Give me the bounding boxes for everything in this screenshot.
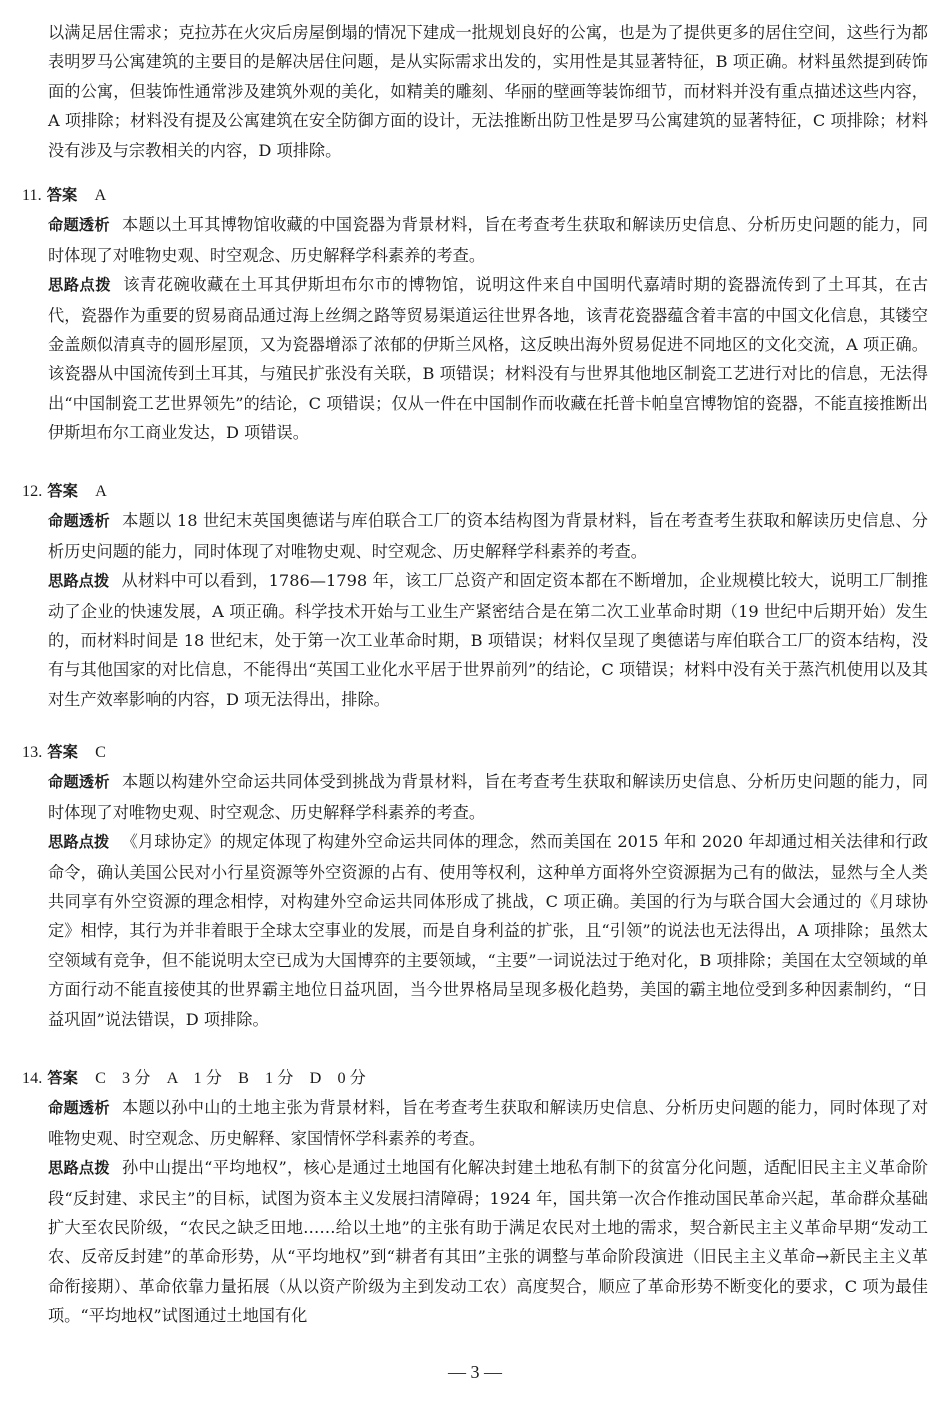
answer-label: 答案 xyxy=(47,743,78,761)
continuation-block xyxy=(22,18,928,165)
question-11 xyxy=(22,180,928,448)
intent-label: 命题透析 xyxy=(48,216,110,235)
analysis-text: 该青花碗收藏在土耳其伊斯坦布尔市的博物馆，说明这件来自中国明代嘉靖时期的瓷器流传到了土耳其，在古代，瓷器作为重要的贸易商品通过海上丝绸之路等贸易渠道运往世界各地，该青花瓷器蕴含着丰富的中国文化信息，其镂空金盖颇似清真寺的圆形屋顶，又为瓷器增添了浓郁的伊斯兰风格，这反映出海外贸易促进不同地区的文化交流，A 项正确。该瓷器从中国流传到土耳其，与殖民扩张没有关联，B 项错误；材料没有与世界其他地区制瓷工艺进行对比的信息，无法得出“中国制瓷工艺世界领先”的结论，C 项错误；仅从一件在中国制作而收藏在托普卡帕皇宫博物馆的瓷器，不能直接推断出伊斯坦布尔工商业发达，D 项错误。 xyxy=(48,275,929,443)
analysis-paragraph xyxy=(22,270,928,447)
intent-text: 本题以 18 世纪末英国奥德诺与库伯联合工厂的资本结构图为背景材料，旨在考查考生获取和解读历史信息、分析历史问题的能力，同时体现了对唯物史观、时空观念、历史解释学科素养的考查。 xyxy=(48,511,928,561)
intent-paragraph xyxy=(22,1093,928,1153)
answer-line xyxy=(22,180,928,210)
answer-label: 答案 xyxy=(47,1069,78,1087)
question-number: 12. xyxy=(22,482,43,500)
analysis-text: 孙中山提出“平均地权”，核心是通过土地国有化解决封建土地私有制下的贫富分化问题，适配旧民主主义革命阶段“反封建、求民主”的目标，试图为资本主义发展扫清障碍；1924 年，国共第一次合作推动国民革命兴起，革命群众基础扩大至农民阶级，“农民之缺乏田地……给以土地”的主张有助于满足农民对土地的需求，契合新民主主义革命早期“发动工农、反帝反封建”的革命形势，从“平均地权”到“耕者有其田”主张的调整与革命阶段演进（旧民主主义革命→新民主主义革命衔接期）、革命依靠力量拓展（从以资产阶级为主到发动工农）高度契合，顺应了革命形势不断变化的要求，C 项为最佳项。“平均地权”试图通过土地国有化 xyxy=(48,1158,928,1326)
question-13 xyxy=(22,737,928,1034)
intent-paragraph xyxy=(22,767,928,827)
intent-label: 命题透析 xyxy=(48,1099,110,1118)
intent-text: 本题以孙中山的土地主张为背景材料，旨在考查考生获取和解读历史信息、分析历史问题的能力，同时体现了对唯物史观、时空观念、历史解释、家国情怀学科素养的考查。 xyxy=(48,1098,929,1148)
answer-value: A xyxy=(94,186,107,204)
analysis-text: 《月球协定》的规定体现了构建外空命运共同体的理念，然而美国在 2015 年和 2020 年却通过相关法律和行政命令，确认美国公民对小行星资源等外空资源的占有、使用等权利，这种单方面将外空资源据为己有的做法，显然与全人类共同享有外空资源的理念相悖，对构建外空命运共同体形成了挑战，C 项正确。美国的行为与联合国大会通过的《月球协定》相悖，其行为并非着眼于全球太空事业的发展，而是自身利益的扩张，且“引领”的说法也无法得出，A 项排除；虽然太空领域有竞争，但不能说明太空已成为大国博弈的主要领域，“主要”一词说法过于绝对化，B 项排除；美国在太空领域的单方面行动不能直接使其的世界霸主地位日益巩固，当今世界格局呈现多极化趋势，美国的霸主地位受到多种因素制约，“日益巩固”说法错误，D 项排除。 xyxy=(48,832,928,1029)
continuation-paragraph: 以满足居住需求；克拉苏在火灾后房屋倒塌的情况下建成一批规划良好的公寓，也是为了提供更多的居住空间，这些行为都表明罗马公寓建筑的主要目的是解决居住问题，是从实际需求出发的，实用性是其显著特征，B 项正确。材料虽然提到砖饰面的公寓，但装饰性通常涉及建筑外观的美化，如精美的雕刻、华丽的壁画等装饰细节，而材料并没有重点描述这些内容，A 项排除；材料没有提及公寓建筑在安全防御方面的设计，无法推断出防卫性是罗马公寓建筑的显著特征，C 项排除；材料没有涉及与宗教相关的内容，D 项排除。 xyxy=(48,23,928,160)
analysis-label: 思路点拨 xyxy=(48,833,110,852)
answer-line xyxy=(22,737,928,767)
analysis-label: 思路点拨 xyxy=(48,276,112,295)
analysis-paragraph xyxy=(22,1153,928,1330)
page-number: — 3 — xyxy=(448,1362,502,1382)
analysis-paragraph xyxy=(22,827,928,1034)
intent-paragraph xyxy=(22,210,928,270)
answer-value: A xyxy=(95,482,107,500)
intent-label: 命题透析 xyxy=(48,512,110,531)
intent-paragraph xyxy=(22,506,928,566)
question-number: 13. xyxy=(22,743,43,761)
intent-label: 命题透析 xyxy=(48,773,110,792)
answer-line xyxy=(22,1063,928,1093)
answer-line xyxy=(22,476,928,506)
intent-text: 本题以土耳其博物馆收藏的中国瓷器为背景材料，旨在考查考生获取和解读历史信息、分析历史问题的能力，同时体现了对唯物史观、时空观念、历史解释学科素养的考查。 xyxy=(48,215,929,265)
question-number: 11. xyxy=(22,186,42,204)
question-12 xyxy=(22,476,928,714)
analysis-label: 思路点拨 xyxy=(48,572,110,591)
answer-label: 答案 xyxy=(47,482,78,500)
analysis-label: 思路点拨 xyxy=(48,1159,110,1178)
intent-text: 本题以构建外空命运共同体受到挑战为背景材料，旨在考查考生获取和解读历史信息、分析历史问题的能力，同时体现了对唯物史观、时空观念、历史解释学科素养的考查。 xyxy=(48,772,929,822)
analysis-paragraph xyxy=(22,566,928,714)
question-number: 14. xyxy=(22,1069,43,1087)
answer-value: C 3 分 A 1 分 B 1 分 D 0 分 xyxy=(95,1069,366,1087)
answer-value: C xyxy=(95,743,106,761)
analysis-text: 从材料中可以看到，1786—1798 年，该工厂总资产和固定资本都在不断增加，企业规模比较大，说明工厂制推动了企业的快速发展，A 项正确。科学技术开始与工业生产紧密结合是在第二次工业革命时期（19 世纪中后期开始）发生的，而材料时间是 18 世纪末，处于第一次工业革命时期，B 项错误；材料仅呈现了奥德诺与库伯联合工厂的资本结构，没有与其他国家的对比信息，不能得出“英国工业化水平居于世界前列”的结论，C 项错误；材料中没有关于蒸汽机使用以及其对生产效率影响的内容，D 项无法得出，排除。 xyxy=(48,571,928,709)
answer-label: 答案 xyxy=(46,186,78,204)
question-14 xyxy=(22,1063,928,1331)
